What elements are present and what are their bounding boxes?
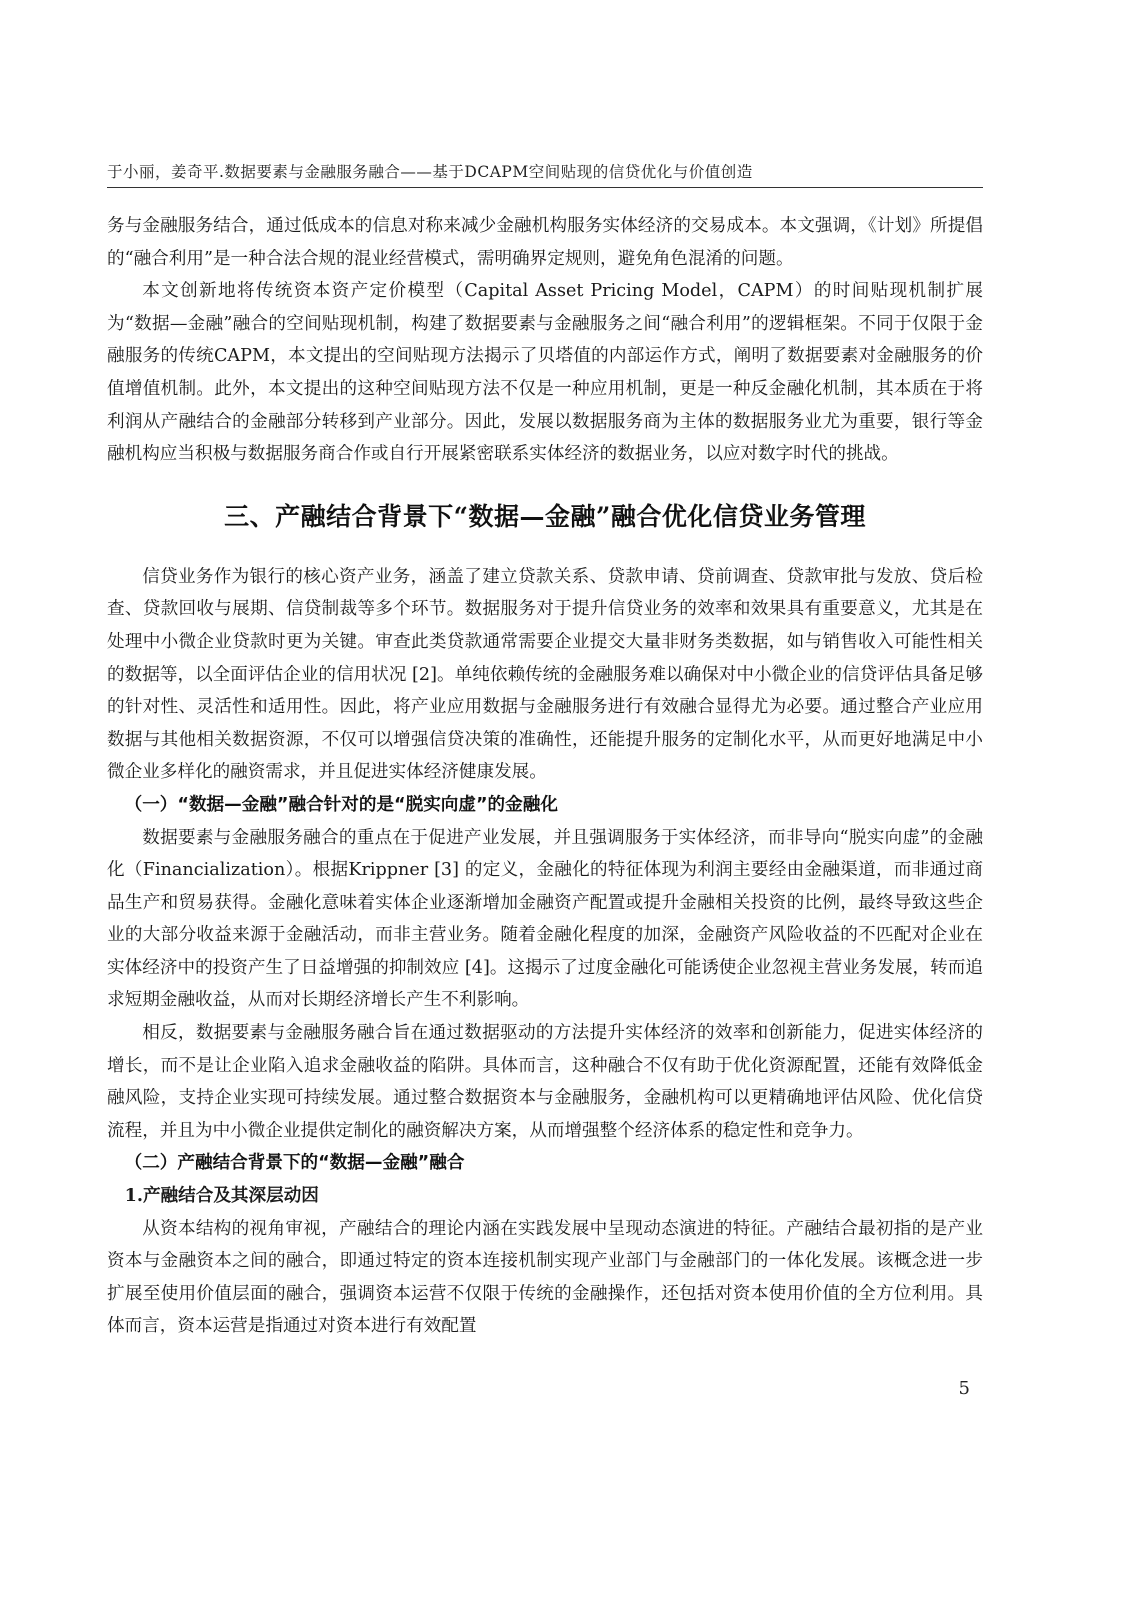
subsubsection-title: 1.产融结合及其深层动因 [124,1185,319,1207]
running-header: 于小丽，姜奇平.数据要素与金融服务融合——基于DCAPM空间贴现的信贷优化与价值创造 [107,163,753,181]
paragraph-dcapm: 本文创新地将传统资本资产定价模型（Capital Asset Pricing Model，CAPM）的时间贴现机制扩展为“数据—金融”融合的空间贴现机制，构建了数据要素与金融服务之间“融合利用”的逻辑框架。不同于仅限于金融服务的传统CAPM，本文提出的空间贴现方法揭示了贝塔值的内部运作方式，阐明了数据要素对金融服务的价值增值机制。此外，本文提出的这种空间贴现方法不仅是一种应用机制，更是一种反金融化机制，其本质在于将利润从产融结合的金融部分转移到产业部分。因此，发展以数据服务商为主体的数据服务业尤为重要，银行等金融机构应当积极与数据服务商合作或自行开展紧密联系实体经济的数据业务，以应对数字时代的挑战。 [107,281,983,465]
paragraph-capital-structure: 从资本结构的视角审视，产融结合的理论内涵在实践发展中呈现动态演进的特征。产融结合最初指的是产业资本与金融资本之间的融合，即通过特定的资本连接机制实现产业部门与金融部门的一体化发展。该概念进一步扩展至使用价值层面的融合，强调资本运营不仅限于传统的金融操作，还包括对资本使用价值的全方位利用。具体而言，资本运营是指通过对资本进行有效配置 [107,1218,983,1337]
body-text [107,210,983,1343]
paragraph-contrast: 相反，数据要素与金融服务融合旨在通过数据驱动的方法提升实体经济的效率和创新能力，促进实体经济的增长，而不是让企业陷入追求金融收益的陷阱。具体而言，这种融合不仅有助于优化资源配置，还能有效降低金融风险，支持企业实现可持续发展。通过整合数据资本与金融服务，金融机构可以更精确地评估风险、优化信贷流程，并且为中小微企业提供定制化的融资解决方案，从而增强整个经济体系的稳定性和竞争力。 [107,1023,983,1141]
header-rule [107,187,983,188]
paragraph-section-intro: 信贷业务作为银行的核心资产业务，涵盖了建立贷款关系、贷款申请、贷前调查、贷款审批与发放、贷后检查、贷款回收与展期、信贷制裁等多个环节。数据服务对于提升信贷业务的效率和效果具有重要意义，尤其是在处理中小微企业贷款时更为关键。审查此类贷款通常需要企业提交大量非财务类数据，如与销售收入可能性相关的数据等，以全面评估企业的信用状况 [2]。单纯依赖传统的金融服务难以确保对中小微企业的信贷评估具备足够的针对性、灵活性和适用性。因此，将产业应用数据与金融服务进行有效融合显得尤为必要。通过整合产业应用数据与其他相关数据资源，不仅可以增强信贷决策的准确性，还能提升服务的定制化水平，从而更好地满足中小微企业多样化的融资需求，并且促进实体经济健康发展。 [107,566,983,783]
subsection-title-1: （一）“数据—金融”融合针对的是“脱实向虚”的金融化 [124,794,558,815]
paragraph-continued: 务与金融服务结合，通过低成本的信息对称来减少金融机构服务实体经济的交易成本。本文强调，《计划》所提倡的“融合利用”是一种合法合规的混业经营模式，需明确界定规则，避免角色混淆的问题。 [107,216,983,269]
paragraph-financialization: 数据要素与金融服务融合的重点在于促进产业发展，并且强调服务于实体经济，而非导向“脱实向虚”的金融化（Financialization）。根据Krippner [3] 的定义，金融化的特征体现为利润主要经由金融渠道，而非通过商品生产和贸易获得。金融化意味着实体企业逐渐增加金融资产配置或提升金融相关投资的比例，最终导致这些企业的大部分收益来源于金融活动，而非主营业务。随着金融化程度的加深，金融资产风险收益的不匹配对企业在实体经济中的投资产生了日益增强的抑制效应 [4]。这揭示了过度金融化可能诱使企业忽视主营业务发展，转而追求短期金融收益，从而对长期经济增长产生不利影响。 [107,827,983,1011]
page-number: 5 [958,1378,970,1399]
subsection-title-2: （二）产融结合背景下的“数据—金融”融合 [124,1153,465,1174]
section-title: 三、产融结合背景下“数据—金融”融合优化信贷业务管理 [224,501,866,531]
